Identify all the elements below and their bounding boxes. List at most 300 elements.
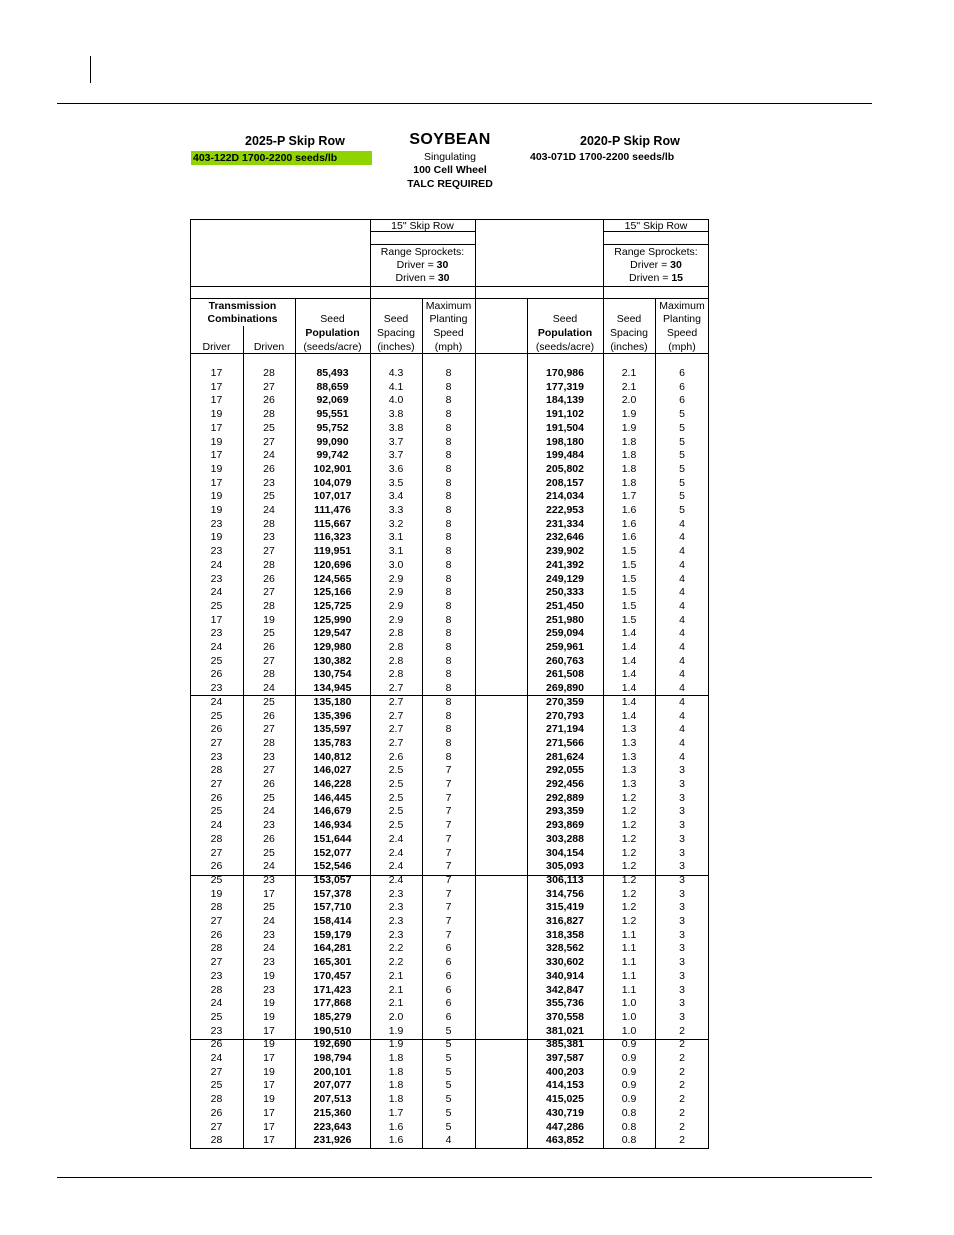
cell-max-speed: 7 [445,805,452,818]
cell-seed-population-right: 199,484 [546,449,584,462]
header-planting-right: Planting [663,313,701,325]
cell-seed-spacing-right: 1.3 [621,723,637,736]
cell-driver: 19 [210,531,223,544]
cell-seed-spacing: 1.6 [388,1134,404,1147]
table-row [190,1025,709,1039]
cell-seed-population-right: 259,961 [546,641,584,653]
right-driver: Driver = 30 [630,259,682,271]
cell-seed-population-right: 340,914 [546,969,584,982]
cell-max-speed: 8 [445,668,452,681]
cell-driver: 28 [210,1093,223,1106]
table-row [190,655,709,669]
cell-seed-population-right: 370,558 [546,1010,584,1023]
cell-seed-population-right: 270,793 [546,709,584,722]
cell-seed-population-right: 269,890 [546,682,584,695]
cell-seed-spacing: 2.8 [388,654,404,667]
cell-max-speed-right: 3 [679,928,685,941]
cell-max-speed: 8 [445,490,452,503]
table-row [190,833,709,847]
cell-seed-population: 200,101 [313,1065,352,1078]
cell-driven: 19 [263,1065,275,1078]
cell-seed-population-right: 304,154 [546,846,584,859]
cell-seed-spacing-right: 1.3 [621,778,637,790]
cell-seed-population: 129,980 [313,641,352,653]
cell-seed-population-right: 306,113 [546,873,584,886]
cell-max-speed: 8 [445,462,452,475]
header-seed: Seed [320,313,345,325]
cell-max-speed-right: 4 [679,641,685,653]
cell-seed-population: 124,565 [313,572,352,585]
cell-seed-spacing-right: 2.1 [621,380,637,393]
cell-driver: 24 [210,641,223,653]
cell-seed-spacing-right: 1.5 [621,545,637,558]
cell-max-speed: 8 [445,613,452,626]
cell-driver: 27 [210,1120,223,1133]
cell-seed-population: 157,710 [313,901,352,914]
table-row [190,614,709,628]
cell-driven: 27 [263,380,275,393]
cell-max-speed: 7 [445,791,452,804]
cell-max-speed: 5 [445,1024,452,1037]
cell-max-speed: 7 [445,832,452,845]
cell-max-speed: 8 [445,421,452,434]
cell-driven: 28 [263,367,275,379]
cell-seed-population: 115,667 [313,517,352,530]
right-skip-row-label: 15" Skip Row [624,220,688,232]
cell-max-speed: 8 [445,558,452,571]
header-seed-spacing: Seed [383,313,409,325]
cell-max-speed: 8 [445,504,452,516]
cell-max-speed-right: 4 [679,545,685,558]
table-row [190,436,709,450]
cell-max-speed-right: 2 [679,1120,685,1133]
header-mph: (mph) [434,341,463,353]
cell-max-speed: 7 [445,901,452,914]
cell-max-speed-right: 3 [679,846,685,859]
table-row [190,1121,709,1135]
cell-driven: 26 [263,832,275,845]
cell-max-speed-right: 2 [679,1052,685,1064]
header-population-right: Population [537,327,593,339]
cell-seed-spacing-right: 1.4 [621,695,637,708]
cell-seed-population: 135,396 [313,709,352,722]
cell-driver: 28 [210,832,223,845]
cell-seed-population-right: 330,602 [546,956,584,969]
left-driver: Driver = 30 [396,259,449,271]
table-row [190,463,709,477]
cell-seed-spacing: 1.8 [388,1079,404,1092]
cell-driver: 19 [210,490,223,503]
cell-driver: 28 [210,764,223,777]
table-row [190,805,709,819]
cell-driver: 25 [210,873,223,886]
cell-seed-population-right: 170,986 [546,367,584,379]
cell-seed-spacing: 2.5 [388,791,404,804]
header-driven: Driven [253,341,285,353]
cell-max-speed: 8 [445,476,452,489]
cell-max-speed-right: 4 [679,750,685,763]
cell-seed-spacing-right: 1.4 [621,709,637,722]
cell-max-speed: 5 [445,1038,452,1051]
cell-seed-spacing-right: 1.2 [621,887,637,900]
cell-driven: 19 [263,997,275,1010]
cell-max-speed: 5 [445,1120,452,1133]
cell-seed-population: 111,476 [314,504,351,516]
cell-seed-spacing-right: 2.0 [621,394,637,407]
grid-line [190,298,709,299]
cell-seed-spacing-right: 1.7 [621,490,637,503]
cell-seed-population: 135,783 [313,736,352,749]
cell-driver: 25 [210,1010,223,1023]
cell-max-speed-right: 4 [679,627,685,640]
cell-max-speed: 7 [445,887,452,900]
cell-driven: 23 [263,476,275,489]
cell-seed-spacing: 2.5 [388,764,404,777]
cell-seed-population-right: 400,203 [546,1065,584,1078]
cell-max-speed-right: 4 [679,517,685,530]
table-row [190,531,709,545]
cell-seed-population-right: 385,381 [546,1038,584,1051]
cell-seed-spacing: 1.8 [388,1052,404,1064]
table-row [190,942,709,956]
cell-max-speed: 8 [445,394,452,407]
cell-driver: 17 [210,394,223,407]
cell-seed-population-right: 205,802 [546,462,584,475]
cell-seed-population-right: 251,980 [546,613,584,626]
table-row [190,984,709,998]
cell-driven: 17 [263,887,275,900]
header-spacing: Spacing [377,327,415,339]
cell-max-speed-right: 5 [679,408,685,421]
cell-seed-population-right: 231,334 [546,517,584,530]
cell-driven: 24 [263,682,275,695]
cell-seed-population: 159,179 [313,928,352,941]
cell-seed-spacing-right: 1.5 [621,599,637,612]
cell-max-speed-right: 5 [679,462,685,475]
cell-seed-population-right: 239,902 [546,545,584,558]
header-inches-right: (inches) [610,341,648,353]
table-row [190,1052,709,1066]
cell-seed-population: 130,754 [313,668,352,681]
cell-seed-spacing: 4.0 [388,394,404,407]
cell-max-speed-right: 5 [679,504,685,516]
cell-seed-population-right: 261,508 [546,668,584,681]
cell-driven: 24 [263,915,275,927]
cell-seed-spacing-right: 1.2 [621,805,637,818]
cell-max-speed-right: 4 [679,682,685,695]
cell-seed-population: 135,180 [313,695,352,708]
cell-max-speed-right: 3 [679,915,685,927]
header-seeds-acre: (seeds/acre) [303,341,362,353]
cell-driver: 19 [210,462,223,475]
cell-driver: 24 [210,695,223,708]
cell-seed-population: 153,057 [313,873,352,886]
table-row [190,504,709,518]
cell-driven: 17 [263,1134,275,1147]
table-row [190,1107,709,1121]
cell-seed-spacing: 3.1 [388,545,404,558]
cell-driven: 19 [263,1093,275,1106]
cell-seed-spacing-right: 1.2 [621,832,637,845]
cell-seed-population: 125,725 [313,599,352,612]
table-row [190,723,709,737]
cell-driver: 23 [210,1024,223,1037]
header-maximum: Maximum [425,300,472,312]
cell-driver: 25 [210,654,223,667]
cell-seed-population-right: 251,450 [546,599,584,612]
cell-driven: 25 [263,901,275,914]
left-driven: Driven = 30 [395,272,450,284]
cell-max-speed: 8 [445,572,452,585]
table-row [190,1079,709,1093]
cell-max-speed: 7 [445,860,452,873]
cell-max-speed-right: 4 [679,613,685,626]
cell-seed-population-right: 292,055 [546,764,584,777]
cell-max-speed-right: 5 [679,476,685,489]
cell-max-speed: 8 [445,531,452,544]
cell-driver: 27 [210,846,223,859]
cell-driver: 17 [210,421,223,434]
cell-max-speed-right: 3 [679,778,685,790]
cell-seed-population: 223,643 [313,1120,352,1133]
cell-seed-population-right: 281,624 [546,750,584,763]
header-inches: (inches) [377,341,415,353]
cell-driven: 26 [263,394,275,407]
cell-max-speed-right: 4 [679,531,685,544]
table-row [190,682,709,696]
cell-driven: 24 [263,449,275,462]
cell-seed-population: 102,901 [313,462,352,475]
cell-seed-population: 95,752 [316,421,349,434]
cell-seed-population: 198,794 [313,1052,352,1064]
table-row [190,627,709,641]
cell-seed-spacing-right: 1.2 [621,819,637,832]
table-row [190,751,709,765]
cell-driver: 23 [210,545,223,558]
cell-driven: 27 [263,435,275,448]
cell-max-speed-right: 4 [679,695,685,708]
cell-max-speed-right: 3 [679,969,685,982]
grid-line [190,286,709,287]
cell-seed-population: 215,360 [313,1106,352,1119]
cell-driver: 26 [210,668,223,681]
cell-seed-spacing: 2.1 [388,997,404,1010]
cell-max-speed: 7 [445,873,452,886]
cell-seed-spacing: 2.4 [388,873,404,886]
cell-driven: 28 [263,558,275,571]
cell-seed-population-right: 463,852 [546,1134,584,1147]
cell-driven: 27 [263,723,275,736]
cell-max-speed-right: 3 [679,819,685,832]
cell-driven: 17 [263,1120,275,1133]
cell-driven: 26 [263,641,275,653]
table-row [190,586,709,600]
cell-driver: 23 [210,969,223,982]
cell-max-speed-right: 5 [679,490,685,503]
cell-driver: 26 [210,723,223,736]
cell-driver: 19 [210,408,223,421]
cell-seed-population-right: 259,094 [546,627,584,640]
cell-seed-spacing: 1.7 [388,1106,404,1119]
table-row [190,394,709,408]
cell-driven: 17 [263,1052,275,1064]
cell-max-speed: 6 [445,997,452,1010]
cell-seed-spacing: 2.0 [388,1010,404,1023]
cell-seed-spacing: 2.4 [388,860,404,873]
cell-seed-population: 170,457 [313,969,352,982]
cell-seed-population: 207,077 [313,1079,352,1092]
cell-seed-spacing-right: 1.3 [621,736,637,749]
cell-max-speed-right: 5 [679,421,685,434]
header-maximum-right: Maximum [659,300,705,312]
cell-seed-population-right: 355,736 [546,997,584,1010]
cell-seed-population: 104,079 [313,476,352,489]
cell-seed-population: 146,228 [313,778,352,790]
cell-driver: 24 [210,819,223,832]
cell-seed-spacing: 2.7 [388,736,404,749]
cell-driven: 27 [263,586,275,599]
cell-seed-spacing: 2.7 [388,682,404,695]
cell-max-speed: 5 [445,1106,452,1119]
cell-seed-population: 152,546 [313,860,352,873]
cell-driver: 28 [210,1134,223,1147]
cell-max-speed: 8 [445,435,452,448]
cell-seed-spacing: 4.1 [388,380,404,393]
cell-seed-population: 146,679 [313,805,352,818]
cell-seed-spacing-right: 0.9 [621,1038,637,1051]
cell-driver: 19 [210,887,223,900]
cell-driven: 19 [263,1010,275,1023]
cell-max-speed: 7 [445,819,452,832]
cell-max-speed-right: 4 [679,558,685,571]
cell-driver: 28 [210,983,223,996]
cell-driven: 25 [263,846,275,859]
table-row [190,1093,709,1107]
cell-seed-spacing-right: 0.9 [621,1065,637,1078]
header-speed-right: Speed [666,327,698,339]
cell-max-speed: 5 [445,1065,452,1078]
top-rule [57,103,872,104]
cell-seed-population: 157,378 [313,887,352,900]
cell-seed-population: 125,166 [313,586,352,599]
cell-seed-spacing: 2.3 [388,915,404,927]
cell-max-speed: 8 [445,654,452,667]
table-row [190,888,709,902]
cell-seed-population: 165,301 [313,956,352,969]
cell-seed-spacing: 1.6 [388,1120,404,1133]
cell-driven: 25 [263,627,275,640]
cell-seed-population: 151,644 [313,832,352,845]
cell-seed-population-right: 414,153 [546,1079,584,1092]
cell-driven: 24 [263,942,275,955]
cell-seed-spacing-right: 1.1 [621,928,637,941]
cell-max-speed: 6 [445,956,452,969]
cell-seed-population: 92,069 [316,394,349,407]
cell-driven: 17 [263,1106,275,1119]
cell-seed-population-right: 260,763 [546,654,584,667]
cell-seed-population-right: 305,093 [546,860,584,873]
cell-driver: 28 [210,901,223,914]
header-seed-spacing-right: Seed [616,313,642,325]
cell-driven: 25 [263,791,275,804]
header-planting: Planting [429,313,468,325]
cell-seed-spacing-right: 1.8 [621,476,637,489]
cell-seed-population-right: 342,847 [546,983,584,996]
table-border-bottom [190,1148,709,1149]
cell-seed-spacing: 2.9 [388,572,404,585]
cell-seed-population: 146,934 [313,819,352,832]
cell-driver: 23 [210,517,223,530]
cell-seed-population-right: 270,359 [546,695,584,708]
table-row [190,600,709,614]
cell-seed-population: 99,742 [316,449,349,462]
header-seed-right: Seed [552,313,578,325]
cell-max-speed-right: 3 [679,901,685,914]
cell-driver: 27 [210,1065,223,1078]
cell-driven: 19 [263,1038,275,1051]
table-row [190,490,709,504]
cell-driven: 27 [263,545,275,558]
cell-driver: 23 [210,572,223,585]
cell-driver: 19 [210,435,223,448]
cell-max-speed: 5 [445,1093,452,1106]
cell-seed-spacing-right: 1.9 [621,408,637,421]
cell-seed-spacing: 2.4 [388,846,404,859]
cell-seed-spacing-right: 1.5 [621,572,637,585]
cell-seed-spacing-right: 1.4 [621,668,637,681]
cell-seed-spacing: 2.9 [388,586,404,599]
cell-max-speed: 8 [445,750,452,763]
right-driven: Driven = 15 [629,272,683,284]
cell-max-speed: 8 [445,517,452,530]
cell-seed-spacing: 2.5 [388,778,404,790]
cell-max-speed: 8 [445,545,452,558]
cell-seed-population-right: 222,953 [546,504,584,516]
cell-seed-population-right: 271,566 [546,736,584,749]
cell-max-speed-right: 6 [679,367,685,379]
table-row [190,819,709,833]
cell-driver: 23 [210,627,223,640]
cell-max-speed-right: 4 [679,599,685,612]
cell-driver: 24 [210,1052,223,1064]
table-row [190,764,709,778]
cell-seed-population-right: 271,194 [546,723,584,736]
cell-seed-spacing-right: 1.1 [621,956,637,969]
cell-seed-population-right: 208,157 [546,476,584,489]
right-title: 2020-P Skip Row [580,134,680,148]
cell-seed-population-right: 250,333 [546,586,584,599]
cell-driver: 25 [210,599,223,612]
table-row [190,545,709,559]
cell-seed-spacing-right: 0.9 [621,1079,637,1092]
cell-max-speed-right: 5 [679,449,685,462]
cell-max-speed: 8 [445,627,452,640]
cell-seed-spacing: 2.3 [388,928,404,941]
cell-driven: 28 [263,408,275,421]
cell-seed-population-right: 328,562 [546,942,584,955]
cell-driver: 27 [210,956,223,969]
cell-seed-population-right: 318,358 [546,928,584,941]
table-row [190,367,709,381]
cell-seed-spacing-right: 1.4 [621,682,637,695]
table-row [190,915,709,929]
table-row [190,860,709,874]
left-title: 2025-P Skip Row [245,134,345,148]
cell-seed-spacing: 3.0 [388,558,404,571]
cell-max-speed-right: 3 [679,887,685,900]
cell-seed-spacing: 2.6 [388,750,404,763]
cell-seed-spacing: 1.9 [388,1038,404,1051]
